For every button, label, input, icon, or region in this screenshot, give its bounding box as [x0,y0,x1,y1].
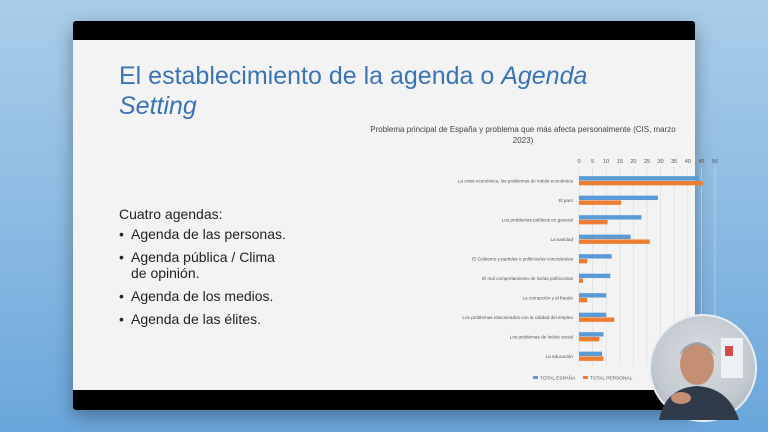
category-label: El paro [558,197,573,203]
bar [579,313,606,317]
bar [579,215,642,219]
x-tick-label: 35 [671,159,678,165]
chart-plot [363,124,719,390]
bullet-item: • Agenda de las élites. [119,311,289,327]
bar [579,274,610,278]
x-tick-label: 40 [684,159,691,165]
bar [579,352,602,356]
bar [579,298,587,302]
legend-swatch [533,376,538,379]
bar [579,259,587,263]
category-label: El Gobierno y partidos o políticos/as concretos/as [472,256,573,262]
x-tick-label: 25 [643,159,651,165]
x-tick-label: 45 [698,159,705,165]
bar [579,239,650,243]
x-tick-label: 0 [577,159,581,165]
bar-chart [363,124,719,390]
x-tick-label: 10 [603,159,610,165]
category-label: La crisis económica, los problemas de índole económica [457,178,573,184]
slide-window [73,21,719,410]
slide-title [119,61,639,121]
bullet-item: • Agenda de las personas. [119,226,289,242]
bar [579,176,699,180]
presenter-webcam [649,314,757,422]
bar [579,293,606,297]
slide [73,40,719,390]
slide-title-italic: Agenda Setting [119,62,588,120]
bar [579,278,583,282]
slide-title-text: El establecimiento de la agenda o [119,62,502,90]
bar [579,181,703,185]
x-tick-label: 5 [591,159,595,165]
legend-label: TOTAL PERSONAL [590,376,633,382]
bar [579,196,658,200]
bar [579,254,612,258]
bar [579,337,599,341]
category-label: El mal comportamiento de los/as políticos/as [482,275,573,281]
bar [579,356,603,360]
x-tick-label: 15 [616,159,623,165]
intro-text: Cuatro agendas: [119,206,223,222]
chart-title: Problema principal de España y problema que más afecta personalmente (CIS, marzo 2023) [370,125,676,145]
bar [579,220,608,224]
category-label: La corrupción y el fraude [522,295,573,301]
bullet-item: • Agenda de los medios. [119,288,289,304]
bullet-item: • Agenda pública / Clima de opinión. [119,249,289,281]
x-tick-label: 20 [630,159,637,165]
category-label: Los problemas relacionados con la calidad del empleo [462,314,573,320]
category-label: Los problemas de índole social [509,334,573,340]
legend-label: TOTAL ESPAÑA [540,376,576,382]
bar [579,235,631,239]
bar [579,332,603,336]
bar [579,317,614,321]
x-tick-label: 50 [711,159,719,165]
category-label: La educación [545,353,573,359]
bar [579,200,621,204]
bullet-list [119,226,289,334]
category-label: Los problemas políticos en general [501,217,573,223]
legend-swatch [583,376,588,379]
x-tick-label: 30 [657,159,664,165]
category-label: La sanidad [550,236,573,242]
presenter-icon [651,316,755,420]
